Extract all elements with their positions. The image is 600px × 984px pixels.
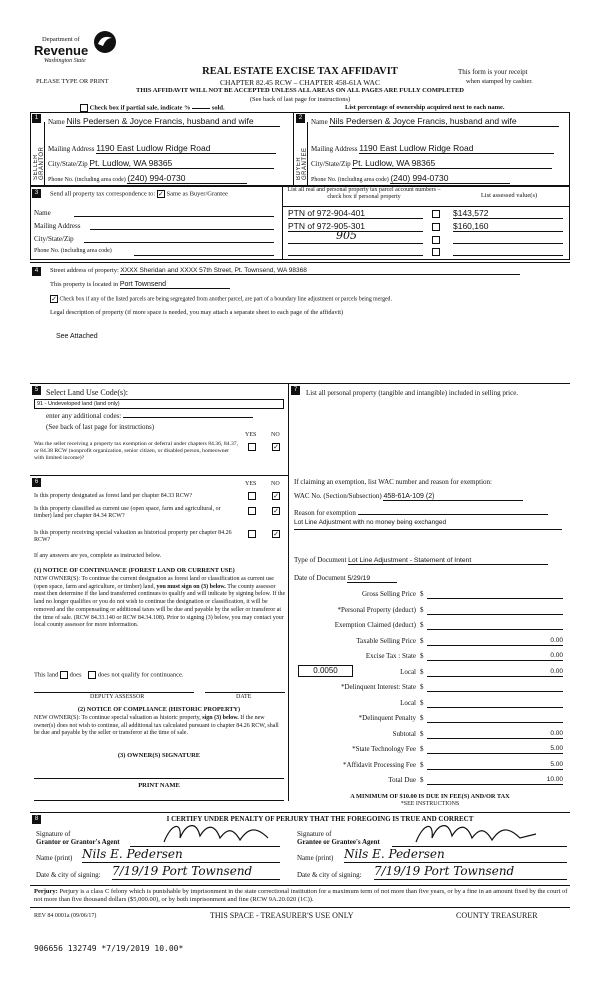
legal-desc-value[interactable]: See Attached [56,333,98,340]
money-row-1 [420,606,566,614]
money-label-7: Local [400,698,416,707]
parcel-1-personal-checkbox[interactable] [432,210,440,218]
money-value-4[interactable]: 0.00 [427,652,563,661]
county-treasurer-label: COUNTY TREASURER [456,911,538,920]
compliance-text-1: NEW OWNER(S): To continue special valuation as historic property, [34,715,201,721]
partial-sale-label: Check box if partial sale, indicate % [89,104,191,112]
doc-type-label: Type of Document [294,556,347,564]
doc-date-row [294,574,397,583]
parcel-4-personal-checkbox[interactable] [432,248,440,256]
money-value-0[interactable] [427,590,563,599]
s5-see-back: (See back of last page for instructions) [46,423,155,431]
money-row-9 [420,730,566,738]
buyer-mailing-row [311,143,567,154]
compliance-bold: sign (3) below. [202,715,239,721]
buyer-city-row [311,158,567,169]
wac-label: WAC No. (Section/Subsection) [294,492,382,500]
seller-name-row [48,116,288,127]
land-use-label: Select Land Use Code(s): [46,388,128,397]
partial-sale-row [80,104,225,112]
buyer-city-label: City/State/Zip [311,160,351,168]
section-3-number: 3 [32,189,41,198]
s5-no-header: NO [271,432,280,438]
continuance-text [34,576,286,630]
compliance-text-2: If the new owner(s) does not wish to continue, all additional tax calculated pursuant to chapter 84.26 RCW, shall be due and payable by the seller or transferor at the time of sale. [34,715,279,737]
parcel-number-1[interactable]: PTN of 972-904-401 [288,208,423,219]
section-8-number: 8 [32,815,41,824]
money-label-9: Subtotal [392,729,416,738]
buyer-phone-row [311,173,569,184]
buyer-mailing-field[interactable]: 1190 East Ludlow Ridge Road [359,143,554,154]
continuance-bold: you must sign on (3) below. [156,583,226,590]
send-correspondence-row [50,190,228,198]
buyer-name-row [311,116,567,127]
money-row-8 [420,714,566,722]
send-correspondence-label: Send all property tax correspondence to: [50,190,156,198]
does-not-checkbox[interactable] [88,671,96,679]
money-row-2 [420,621,566,629]
buyer-phone-label: Phone No. (including area code) [311,177,389,183]
s3-city-field[interactable] [84,242,274,243]
additional-codes-row [46,412,253,420]
grantee-name-field[interactable]: Nils E. Pedersen [344,847,567,863]
reason-label: Reason for exemption [294,509,356,517]
continuance-text-2: The county assessor must then determine if the land transferred continues to qualify and will indicate by signing below. If the land no longer qualifies or you do not wish to continue the designation or classification, it will be removed and the compensating or additional taxes will be due and payable by the seller or transferor at the time of sale. (RCW 84.33.140 or RCW 84.34.108). Prior to signing (3) below, you may contact your local county assessor for more information. [34,583,286,629]
grantee-signature-label [297,830,380,846]
doc-type-row [294,556,548,565]
money-label-5: Local [400,667,416,676]
warning-text: THIS AFFIDAVIT WILL NOT BE ACCEPTED UNLESS ALL AREAS ON ALL PAGES ARE FULLY COMPLETED [136,87,464,94]
parcel-header: List all real and personal property tax parcel account numbers – check box if personal property [287,187,441,200]
section-6-number: 6 [32,478,41,487]
money-dollar-1: $ [420,605,424,614]
money-values [420,590,566,800]
section-1-number: 1 [32,114,41,123]
grantee-signature-scribble [412,818,542,848]
assessor-date-line[interactable] [205,692,285,693]
continuance-title: (1) NOTICE OF CONTINUANCE (FOREST LAND OR CURRENT USE) [34,567,235,574]
rev-code: REV 84 0001a (09/06/17) [34,913,97,919]
grantor-name-field[interactable]: Nils E. Pedersen [82,847,280,863]
additional-codes-field[interactable] [123,417,253,418]
money-value-7[interactable] [427,699,563,708]
money-value-1[interactable] [427,606,563,615]
current-use-no-checkbox[interactable]: ✓ [273,507,279,515]
money-dollar-6: $ [420,683,424,691]
partial-sale-checkbox[interactable] [80,104,88,112]
forest-question: Is this property designated as forest land per chapter 84.33 RCW? [34,493,193,499]
continuance-qualify-row [34,671,184,679]
logo-swirl-icon [92,30,118,54]
section-5-number: 5 [32,386,41,395]
certify-statement: I CERTIFY UNDER PENALTY OF PERJURY THAT THE FOREGOING IS TRUE AND CORRECT [166,815,474,823]
seller-city-field[interactable]: Pt. Ludlow, WA 98365 [89,158,274,169]
seller-phone-row [48,173,293,184]
parcel-number-2[interactable]: PTN of 972-905-301 [288,221,423,232]
personal-property-label: List all personal property (tangible and intangible) included in selling price. [306,389,519,397]
money-row-5 [420,668,566,676]
historic-no-checkbox[interactable]: ✓ [273,530,279,538]
money-dollar-10: $ [420,745,424,753]
seller-name-field[interactable]: Nils Pedersen & Joyce Francis, husband and wife [66,116,280,127]
seller-side-label: SELLER GRANTOR [33,146,45,180]
compliance-title: (2) NOTICE OF COMPLIANCE (HISTORIC PROPERTY) [77,706,241,713]
doc-date-label: Date of Document [294,574,346,582]
money-row-11 [420,761,566,769]
grantee-sig-label-1: Signature of [297,830,332,838]
money-row-4 [420,652,566,660]
land-use-select[interactable]: 91 - Undeveloped land (land only) [34,399,284,409]
dept-line2: Revenue [34,43,89,58]
s3-phone-row [34,248,278,254]
exemption-no-checkbox[interactable]: ✓ [273,443,279,451]
money-label-2: Exemption Claimed (deduct) [334,621,416,629]
dor-logo [34,30,124,70]
buyer-name-field[interactable]: Nils Pedersen & Joyce Francis, husband and wife [329,116,559,127]
receipt-note1: This form is your receipt [458,68,528,76]
money-label-12: Total Due [388,776,416,784]
money-dollar-7: $ [420,698,424,707]
parcel-value-3[interactable] [453,243,563,244]
parcel-value-2[interactable]: $160,160 [453,221,563,232]
deputy-assessor-line[interactable] [34,692,194,693]
continuance-text-1: NEW OWNER(S): To continue the current designation as forest land or classification as current use (open space, farm and agriculture, or timber) land, [34,576,274,590]
parcel-2-personal-checkbox[interactable] [432,223,440,231]
does-label: does [69,671,82,679]
perjury-text: Perjury is a class C felony which is punishable by imprisonment in the state correctional institution for a maximum term of not more than five years, or by a fine in an amount fixed by the court of not more than five thousand dollars ($5,000.00), or by both imprisonment and fine (RCW 9A.20.020 (1C)). [34,888,568,903]
money-value-9[interactable]: 0.00 [427,730,563,739]
historic-yes-checkbox[interactable] [248,530,256,538]
type-or-print: PLEASE TYPE OR PRINT [36,78,109,85]
money-row-6 [420,683,566,691]
print-name-line[interactable] [34,800,284,801]
dept-line1: Department of [42,36,80,43]
located-label: This property is located in [50,281,119,288]
section-2-number: 2 [296,114,305,123]
same-as-buyer-label: Same as Buyer/Grantee [166,190,228,198]
money-label-1: *Personal Property (deduct) [337,605,416,614]
doc-date-field[interactable]: 5/29/19 [347,575,397,583]
receipt-note2: when stamped by cashier. [466,78,533,85]
compliance-text [34,715,284,738]
does-checkbox[interactable] [60,671,68,679]
s3-city-label: City/State/Zip [34,235,74,243]
money-dollar-2: $ [420,621,424,629]
money-dollar-0: $ [420,590,424,598]
s3-city-row [34,235,278,243]
parcel-value-1[interactable]: $143,572 [453,208,563,219]
grantor-name-label: Name (print) [36,854,73,862]
see-instructions-note: *SEE INSTRUCTIONS [400,801,460,807]
doc-type-field[interactable]: Lot Line Adjustment - Statement of Intent [348,557,548,565]
money-label-11: *Affidavit Processing Fee [343,760,416,769]
minimum-due-note: A MINIMUM OF $10.00 IS DUE IN FEE(S) AND/OR TAX [350,793,510,800]
s3-name-field[interactable] [74,216,274,217]
s5-yes-header: YES [245,432,257,438]
grantor-sig-label-2: Grantor or Grantor's Agent [36,838,120,846]
buyer-side-label: BUYER GRANTEE [296,147,308,180]
treasurer-use-label: THIS SPACE - TREASURER'S USE ONLY [210,911,354,920]
reason-row [294,509,548,517]
perjury-notice [34,888,568,904]
deputy-assessor-label: DEPUTY ASSESSOR [90,694,145,700]
parcel-3-personal-checkbox[interactable] [432,236,440,244]
same-as-buyer-checkbox[interactable]: ✓ [157,190,164,198]
forest-no-checkbox[interactable]: ✓ [273,492,279,500]
money-dollar-8: $ [420,714,424,722]
money-value-11[interactable]: 5.00 [427,761,563,770]
grantee-date-field[interactable]: 7/19/19 Port Townsend [374,864,567,880]
segregated-row [50,295,392,303]
form-chapter: CHAPTER 82.45 RCW – CHAPTER 458-61A WAC [220,78,380,87]
grantor-date-field[interactable]: 7/19/19 Port Townsend [112,864,280,880]
money-label-4: Excise Tax : State [365,652,416,660]
money-value-2[interactable] [427,621,563,630]
parcel-value-4[interactable] [453,255,563,256]
money-row-10 [420,745,566,753]
money-value-10[interactable]: 5.00 [427,745,563,754]
seller-name-label: Name [48,118,65,126]
street-field[interactable]: XXXX Sheridan and XXXX 57th Street, Pt. Townsend, WA 98368 [120,267,520,275]
money-dollar-11: $ [420,760,424,769]
section-4-number: 4 [32,267,41,276]
s3-mailing-label: Mailing Address [34,222,81,230]
money-dollar-9: $ [420,729,424,738]
perjury-bold: Perjury: [34,888,58,895]
located-field[interactable]: Port Townsend [120,281,230,289]
s3-name-row [34,209,278,217]
buyer-mailing-label: Mailing Address [311,145,358,153]
money-row-12 [420,776,566,784]
seller-city-row [48,158,288,169]
seller-mailing-row [48,143,288,154]
grantee-sig-label-2: Grantee or Grantee's Agent [297,838,380,846]
money-label-10: *State Technology Fee [352,745,416,753]
money-row-7 [420,699,566,707]
seller-city-label: City/State/Zip [48,160,88,168]
additional-codes-label: enter any additional codes: [46,412,122,420]
money-dollar-12: $ [420,776,424,784]
money-value-8[interactable] [427,714,563,723]
money-label-8: *Delinquent Penalty [358,714,416,722]
this-land-label: This land [34,671,59,679]
exemption-question: Was the seller receiving a property tax exemption or deferral under chapters 84.36, 84.37, or 84.38 RCW (nonprofit organization, senior citizen, or disabled person, homeowner with limited income)? [34,441,239,461]
local-rate-box[interactable]: 0.0050 [298,665,353,677]
grantee-date-label: Date & city of signing: [297,871,362,879]
money-row-0 [420,590,566,598]
parcel-handwritten-correction: 905 [336,229,357,242]
s3-name-label: Name [34,209,51,217]
reason-field[interactable]: Lot Line Adjustment with no money being exchanged [294,519,447,526]
money-row-3 [420,637,566,645]
exemption-claim-label: If claiming an exemption, list WAC number and reason for exemption: [294,478,492,486]
owner-signature-line[interactable] [34,778,284,779]
buyer-city-field[interactable]: Pt. Ludlow, WA 98365 [352,158,552,169]
money-value-6[interactable] [427,683,563,692]
money-label-3: Taxable Selling Price [356,636,416,645]
money-dollar-3: $ [420,636,424,645]
sold-label: sold. [211,104,225,112]
money-dollar-4: $ [420,652,424,660]
current-use-yes-checkbox[interactable] [248,507,256,515]
s3-phone-field[interactable] [134,255,274,256]
s3-mailing-row [34,222,278,230]
if-yes-note: If any answers are yes, complete as instructed below. [34,553,162,559]
money-value-12[interactable]: 10.00 [427,776,563,785]
seller-phone-field[interactable]: (240) 994-0730 [127,173,247,184]
grantor-signature-scribble [160,818,280,848]
money-value-5[interactable]: 0.00 [427,668,563,677]
forest-yes-checkbox[interactable] [248,492,256,500]
s6-no-header: NO [271,481,280,487]
located-row [50,281,230,289]
s6-yes-header: YES [245,481,257,487]
treasurer-stamp: 906656 132749 *7/19/2019 10.00* [34,944,184,953]
s3-phone-label: Phone No. (including area code) [34,248,112,254]
historic-question: Is this property receiving special valuation as historical property per chapter 84.26 RCW? [34,530,232,543]
see-back-note: (See back of last page for instructions) [249,96,351,103]
segregated-checkbox[interactable]: ✓ [51,295,57,303]
parcel-number-4[interactable] [288,255,423,256]
ownership-note: List percentage of ownership acquired next to each name. [345,104,505,111]
money-value-3[interactable]: 0.00 [427,637,563,646]
owner-signature-label: (3) OWNER(S) SIGNATURE [117,752,201,759]
buyer-name-label: Name [311,118,328,126]
exemption-yes-checkbox[interactable] [248,443,256,451]
s3-mailing-field[interactable] [90,229,274,230]
buyer-phone-field[interactable]: (240) 994-0730 [390,173,510,184]
grantor-signature-label [36,830,120,846]
does-not-label: does not [97,671,120,679]
money-label-6: *Delinquent Interest: State [340,683,416,691]
assessor-date-label: DATE [236,694,252,700]
seller-phone-label: Phone No. (including area code) [48,177,126,183]
street-label: Street address of property: [50,267,119,274]
money-label-0: Gross Selling Price [361,590,416,598]
form-title: REAL ESTATE EXCISE TAX AFFIDAVIT [202,66,398,77]
qualify-label: qualify for continuance. [121,671,184,679]
street-row [50,267,520,275]
wac-field[interactable]: 458-61A-109 (2) [383,493,523,501]
segregated-label: Check box if any of the listed parcels are being segregated from another parcel, are part of a boundary line adjustment or parcels being merged. [59,296,392,303]
money-dollar-5: $ [420,667,424,676]
legal-desc-label: Legal description of property (if more space is needed, you may attach a separate sheet to each page of the affidavit) [50,309,344,316]
parcel-number-3[interactable] [288,243,423,244]
seller-mailing-label: Mailing Address [48,145,95,153]
current-use-question: Is this property classified as current use (open space, farm and agricultural, or timber) land per chapter 84.34 RCW? [34,506,221,519]
seller-mailing-field[interactable]: 1190 East Ludlow Ridge Road [96,143,276,154]
wac-row [294,492,523,501]
section-7-number: 7 [291,386,300,395]
print-name-label: PRINT NAME [138,782,180,789]
grantor-date-label: Date & city of signing: [36,871,101,879]
reason-line-1[interactable] [358,514,548,515]
grantor-sig-label-1: Signature of [36,830,71,838]
dept-line3: Washington State [44,58,86,64]
assessed-header: List assessed value(s) [480,192,538,199]
grantee-name-label: Name (print) [297,854,334,862]
